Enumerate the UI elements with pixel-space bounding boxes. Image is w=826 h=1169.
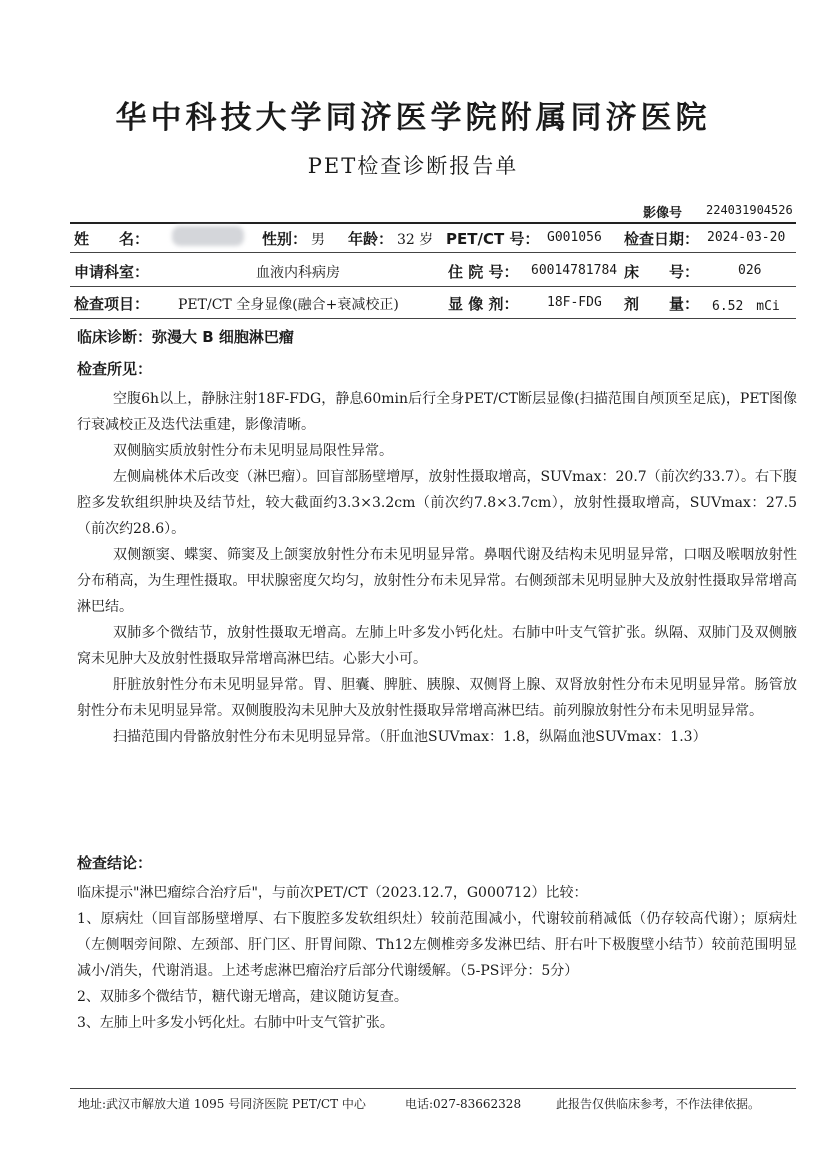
finding-paragraph: 左侧扁桃体术后改变（淋巴瘤）。回盲部肠壁增厚，放射性摄取增高，SUVmax：20.7（前次约33.7）。右下腹腔多发软组织肿块及结节灶，较大截面约3.3×3.2cm（前次约7.8×3.7cm），放射性摄取增高，SUVmax：27.5（前次约28.6）。 — [77, 469, 797, 537]
dose-label: 剂 量： — [624, 295, 700, 313]
divider-row3 — [70, 318, 796, 319]
exam-date-label: 检查日期： — [624, 230, 700, 248]
conclusion-item: 临床提示"淋巴瘤综合治疗后"，与前次PET/CT（2023.12.7，G000712）比较： — [77, 885, 588, 901]
footer-disclaimer: 此报告仅供临床参考，不作法律依据。 — [556, 1097, 761, 1111]
findings-body — [77, 386, 797, 750]
image-no: 224031904526 — [706, 203, 793, 217]
hospital-title: 华中科技大学同济医学院附属同济医院 — [115, 100, 711, 136]
admission-no: 60014781784 — [531, 263, 618, 278]
item-value: PET/CT 全身显像(融合+衰减校正) — [178, 297, 399, 313]
bed-label: 床 号： — [624, 263, 700, 281]
conclusion-label: 检查结论： — [77, 854, 153, 872]
petct-no-label: PET/CT 号： — [446, 230, 540, 248]
finding-paragraph: 双侧额窦、蝶窦、筛窦及上颌窦放射性分布未见明显异常。鼻咽代谢及结构未见明显异常，口咽及喉咽放射性分布稍高，为生理性摄取。甲状腺密度欠均匀，放射性分布未见异常。右侧颈部未见明显肿大及放射性摄取异常增高淋巴结。 — [77, 547, 797, 615]
findings-label: 检查所见： — [77, 360, 153, 378]
finding-paragraph: 双肺多个微结节，放射性摄取无增高。左肺上叶多发小钙化灶。右肺中叶支气管扩张。纵隔、双肺门及双侧腋窝未见肿大及放射性摄取异常增高淋巴结。心影大小可。 — [77, 625, 797, 667]
image-no-label: 影像号 — [643, 206, 683, 221]
divider-row1 — [70, 252, 796, 253]
footer-phone: 电话:027-83662328 — [405, 1097, 522, 1111]
dept-value: 血液内科病房 — [256, 265, 340, 281]
redacted-name — [172, 226, 244, 246]
sex-value: 男 — [311, 232, 325, 248]
finding-paragraph: 双侧脑实质放射性分布未见明显局限性异常。 — [113, 443, 393, 459]
footer-address: 地址:武汉市解放大道 1095 号同济医院 PET/CT 中心 — [78, 1097, 366, 1111]
conclusion-body — [77, 880, 797, 1036]
finding-paragraph: 空腹6h以上，静脉注射18F-FDG，静息60min后行全身PET/CT断层显像(扫描范围自颅顶至足底)，PET图像行衰减校正及迭代法重建，影像清晰。 — [77, 391, 797, 433]
conclusion-item: 1、原病灶（回盲部肠壁增厚、右下腹腔多发软组织灶）较前范围减小，代谢较前稍减低（仍存较高代谢）；原病灶（左侧咽旁间隙、左颈部、肝门区、肝胃间隙、Th12左侧椎旁多发淋巴结、肝右叶下极腹壁小结节）较前范围明显减小/消失，代谢消退。上述考虑淋巴瘤治疗后部分代谢缓解。（5-PS评分：5分） — [77, 911, 797, 979]
clinical-diagnosis: 临床诊断：弥漫大 B 细胞淋巴瘤 — [77, 328, 294, 346]
divider-top — [70, 222, 796, 224]
finding-paragraph: 肝脏放射性分布未见明显异常。胃、胆囊、脾脏、胰腺、双侧肾上腺、双肾放射性分布未见明显异常。肠管放射性分布未见明显异常。双侧腹股沟未见肿大及放射性摄取异常增高淋巴结。前列腺放射性分布未见明显异常。 — [77, 677, 797, 719]
dose-value: 6.52 mCi — [712, 299, 780, 314]
divider-row2 — [70, 286, 796, 287]
dept-label: 申请科室： — [74, 263, 150, 281]
name-label: 姓 名： — [74, 230, 150, 248]
bed-value: 026 — [738, 263, 762, 278]
agent-value: 18F-FDG — [547, 295, 602, 310]
conclusion-item: 3、左肺上叶多发小钙化灶。右肺中叶支气管扩张。 — [77, 1015, 394, 1031]
divider-footer — [70, 1088, 796, 1089]
exam-date: 2024-03-20 — [707, 230, 786, 245]
finding-paragraph: 扫描范围内骨骼放射性分布未见明显异常。（肝血池SUVmax：1.8，纵隔血池SUVmax：1.3） — [113, 729, 707, 745]
report-title: PET检查诊断报告单 — [307, 154, 519, 178]
petct-no: G001056 — [547, 230, 602, 245]
age-label: 年龄： — [348, 230, 394, 248]
admission-label: 住 院 号： — [448, 263, 519, 281]
age-value: 32 岁 — [397, 232, 434, 248]
sex-label: 性别： — [262, 230, 308, 248]
conclusion-item: 2、双肺多个微结节，糖代谢无增高，建议随访复查。 — [77, 989, 408, 1005]
agent-label: 显 像 剂： — [448, 295, 519, 313]
item-label: 检查项目： — [74, 295, 150, 313]
